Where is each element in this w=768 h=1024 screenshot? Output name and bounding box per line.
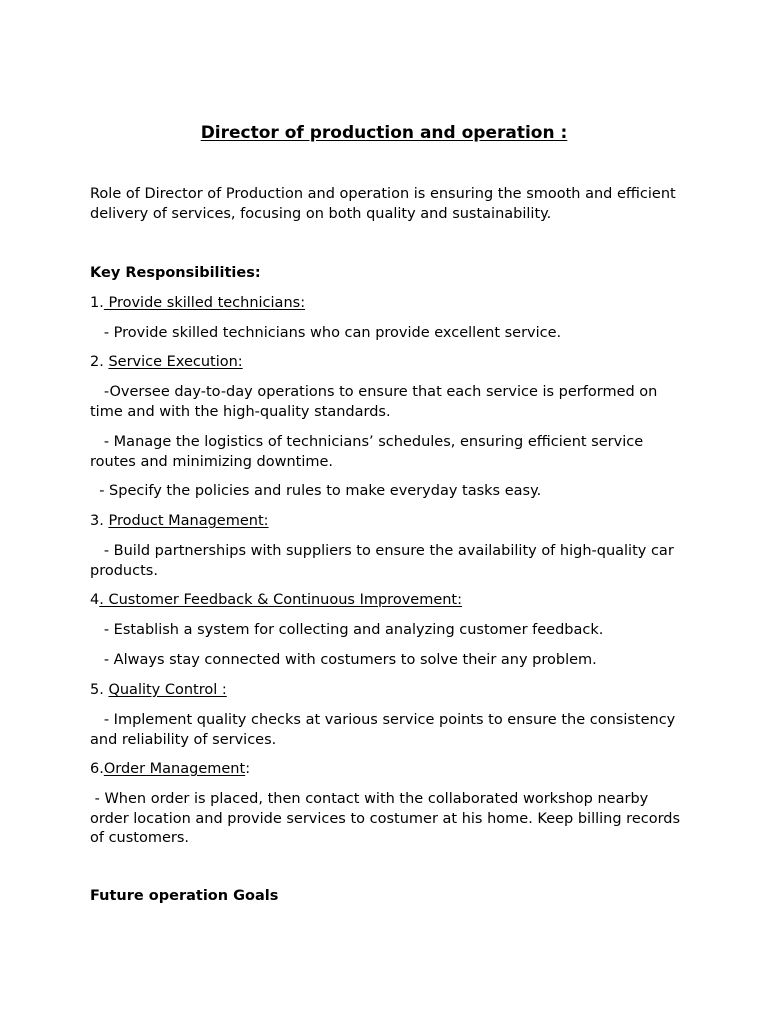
responsibility-heading-3 (90, 512, 690, 532)
responsibility-heading-2 (90, 353, 690, 373)
responsibility-point: - Manage the logistics of technicians’ schedules, ensuring efficient service routes and minimizing downtime. (90, 434, 648, 470)
item-heading: Quality Control : (108, 682, 227, 698)
responsibility-heading-1 (90, 294, 690, 314)
responsibility-point: - When order is placed, then contact with the collaborated workshop nearby order location and provide services to costumer at his home. Keep billing records of customers. (90, 791, 685, 847)
document-title-text: Director of production and operation : (200, 123, 568, 143)
responsibility-point: - Always stay connected with costumers to solve their any problem. (90, 652, 597, 668)
responsibility-point: - Specify the policies and rules to make everyday tasks easy. (90, 483, 542, 499)
responsibility-point: - Build partnerships with suppliers to ensure the availability of high-quality car products. (90, 543, 679, 579)
item-number: 1. (90, 295, 104, 311)
responsibility-point: - Implement quality checks at various service points to ensure the consistency and reliability of services. (90, 712, 680, 748)
key-responsibilities-heading: Key Responsibilities: (90, 265, 261, 281)
item-heading: Product Management: (108, 513, 269, 529)
responsibility-point: -Oversee day-to-day operations to ensure that each service is performed on time and with the high-quality standards. (90, 384, 662, 420)
responsibility-heading-6 (90, 760, 690, 780)
item-heading: Service Execution: (108, 354, 243, 370)
responsibility-heading-4 (90, 591, 690, 611)
item-heading: Provide skilled technicians: (103, 295, 306, 311)
future-goals-heading: Future operation Goals (90, 888, 279, 904)
item-number: 2. (90, 354, 109, 370)
item-number: 3. (90, 513, 109, 529)
item-heading-suffix: : (245, 761, 251, 777)
item-number: 4 (90, 592, 100, 608)
responsibility-point: - Provide skilled technicians who can provide excellent service. (90, 325, 562, 341)
item-heading: . Customer Feedback & Continuous Improvement: (99, 592, 463, 608)
item-number: 6. (90, 761, 104, 777)
item-number: 5. (90, 682, 109, 698)
document-title (0, 122, 768, 144)
intro-paragraph: Role of Director of Production and operation is ensuring the smooth and efficient delivery of services, focusing on both quality and sustainability. (90, 186, 681, 222)
item-heading: Order Management (103, 761, 246, 777)
responsibility-point: - Establish a system for collecting and analyzing customer feedback. (90, 622, 604, 638)
responsibility-heading-5 (90, 681, 690, 701)
